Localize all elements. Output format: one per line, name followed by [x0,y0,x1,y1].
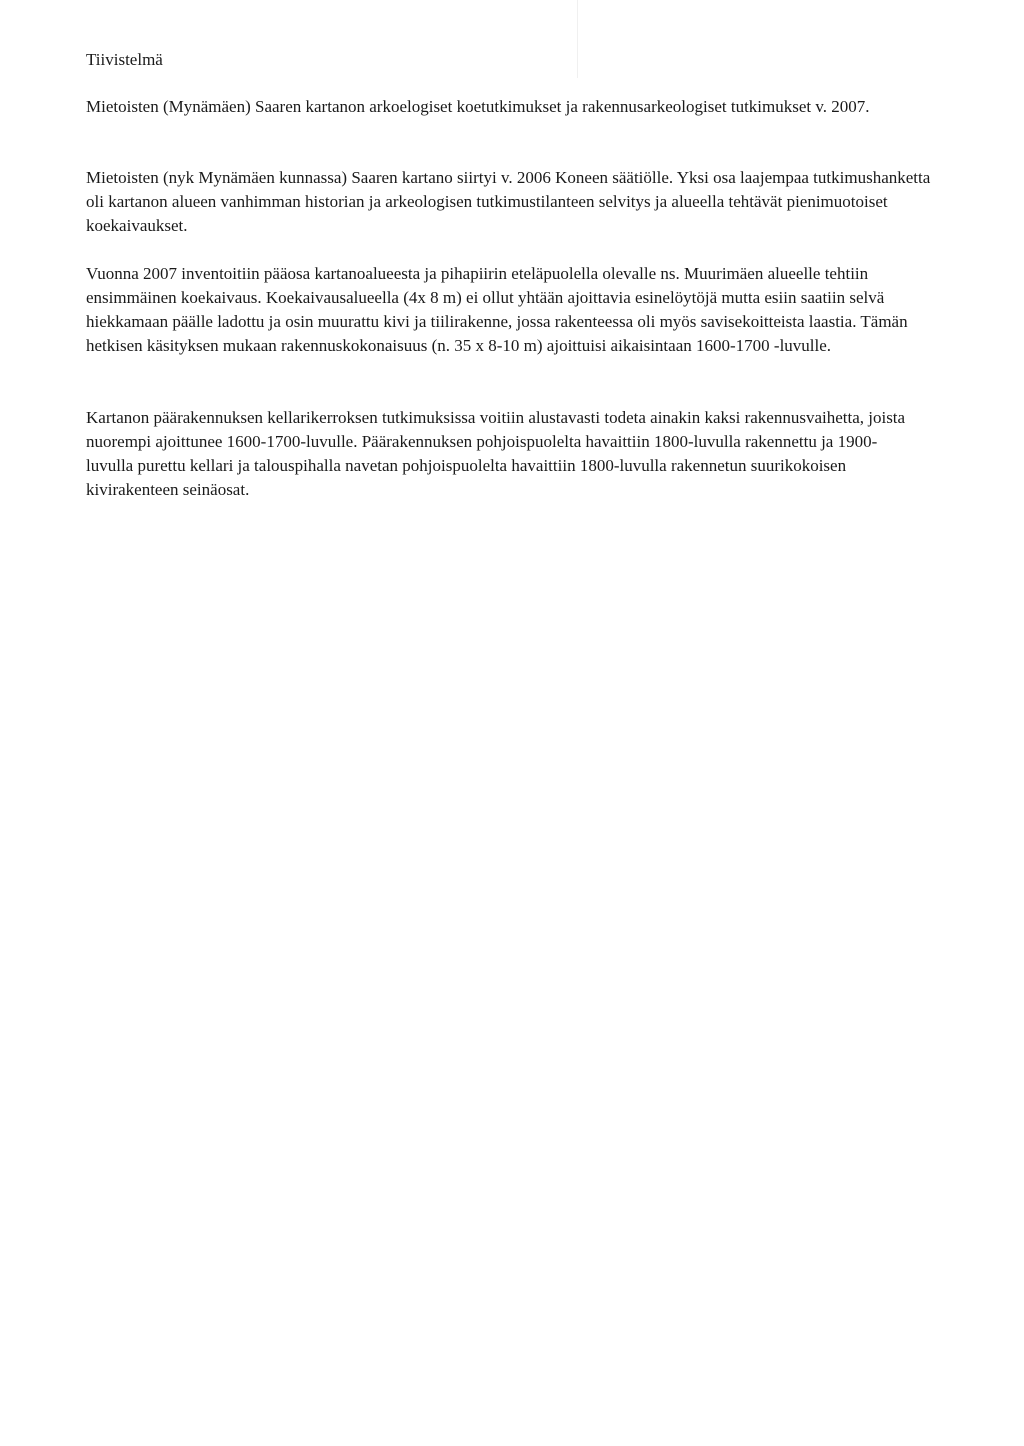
paragraph-main-building: Kartanon päärakennuksen kellarikerroksen tutkimuksissa voitiin alustavasti todeta ainakin kaksi rakennusvaihetta, joista nuorempi ajoittunee 1600-1700-luvulle. Päärakennuksen pohjoispuolelta havaittiin 1800-luvulla rakennettu ja 1900-luvulla purettu kellari ja talouspihalla navetan pohjoispuolelta havaittiin 1800-luvulla rakennetun suurikokoisen kivirakenteen seinäosat. [86,408,906,499]
document-body [86,48,946,499]
summary-heading: Tiivistelmä [86,50,163,69]
paragraph-inventory-2007: Vuonna 2007 inventoitiin pääosa kartanoalueesta ja pihapiirin eteläpuolella olevalle ns. Muurimäen alueelle tehtiin ensimmäinen koekaivaus. Koekaivausalueella (4x 8 m) ei ollut yhtään ajoittavia esinelöytöjä mutta esiin saatiin selvä hiekkamaan päälle ladottu ja osin muurattu kivi ja tiilirakenne, jossa rakenteessa oli myös savisekoitteista laastia. Tämän hetkisen käsityksen mukaan rakennuskokonaisuus (n. 35 x 8-10 m) ajoittuisi aikaisintaan 1600-1700 -luvulle. [86,264,908,355]
report-title: Mietoisten (Mynämäen) Saaren kartanon arkoelogiset koetutkimukset ja rakennusarkeologiset tutkimukset v. 2007. [86,97,870,116]
paragraph-background: Mietoisten (nyk Mynämäen kunnassa) Saaren kartano siirtyi v. 2006 Koneen säätiölle. Yksi osa laajempaa tutkimushanketta oli kartanon alueen vanhimman historian ja arkeologisen tutkimustilanteen selvitys ja alueella tehtävät pienimuotoiset koekaivaukset. [86,168,931,235]
